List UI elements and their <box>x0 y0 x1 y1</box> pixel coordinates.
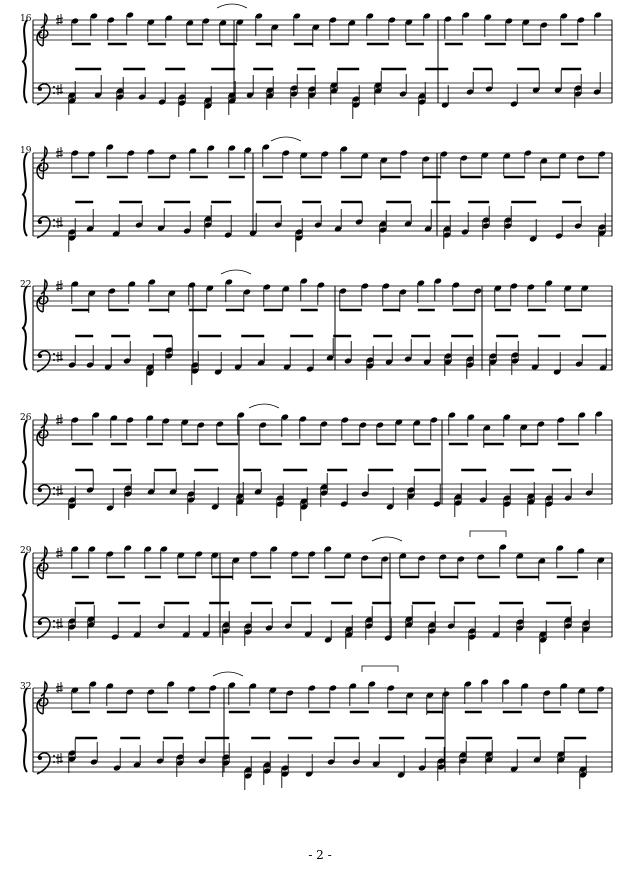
measure-number: 26 <box>20 413 32 423</box>
bass-clef <box>37 217 50 238</box>
bass-clef-dot <box>53 761 55 763</box>
measure-number: 32 <box>20 682 32 692</box>
bass-clef-dot <box>53 92 55 94</box>
slur <box>249 404 279 408</box>
bass-clef-dot <box>53 493 55 495</box>
bass-clef-dot <box>38 354 42 358</box>
slur <box>221 270 251 274</box>
bass-clef-dot <box>38 488 42 492</box>
one-sharp <box>56 414 63 425</box>
one-sharp <box>56 147 63 158</box>
brace <box>23 688 27 772</box>
measure-number: 16 <box>20 14 32 24</box>
one-sharp <box>56 682 63 693</box>
brace <box>23 420 27 504</box>
bass-clef <box>37 351 50 372</box>
page-number: - 2 - <box>308 848 332 862</box>
bass-clef-dot <box>53 219 55 221</box>
bass-clef <box>37 618 50 639</box>
brace <box>23 553 27 637</box>
slur <box>372 537 402 541</box>
bass-clef <box>37 84 50 105</box>
brace <box>23 153 27 236</box>
brace <box>23 286 27 370</box>
measure-number: 22 <box>20 280 32 290</box>
one-sharp <box>56 14 63 25</box>
sextuplet-bracket <box>470 531 506 537</box>
measure-number: 19 <box>20 146 32 156</box>
bass-clef <box>37 485 50 506</box>
bass-clef-dot <box>53 755 55 757</box>
slur <box>213 672 243 676</box>
bass-clef-dot <box>38 621 42 625</box>
bass-clef-dot <box>53 353 55 355</box>
bass-clef-dot <box>53 626 55 628</box>
bass-clef-dot <box>53 225 55 227</box>
one-sharp <box>56 280 63 291</box>
sextuplet-bracket <box>362 666 398 672</box>
bass-clef-dot <box>53 359 55 361</box>
slur <box>271 137 301 141</box>
brace <box>23 20 27 103</box>
bass-clef <box>37 753 50 774</box>
slur <box>217 4 247 8</box>
bass-clef-dot <box>53 86 55 88</box>
measure-number: 29 <box>20 546 32 556</box>
bass-clef-dot <box>38 220 42 224</box>
bass-clef-dot <box>38 87 42 91</box>
bass-clef-dot <box>53 620 55 622</box>
one-sharp <box>56 547 63 558</box>
bass-clef-dot <box>53 487 55 489</box>
bass-clef-dot <box>38 756 42 760</box>
